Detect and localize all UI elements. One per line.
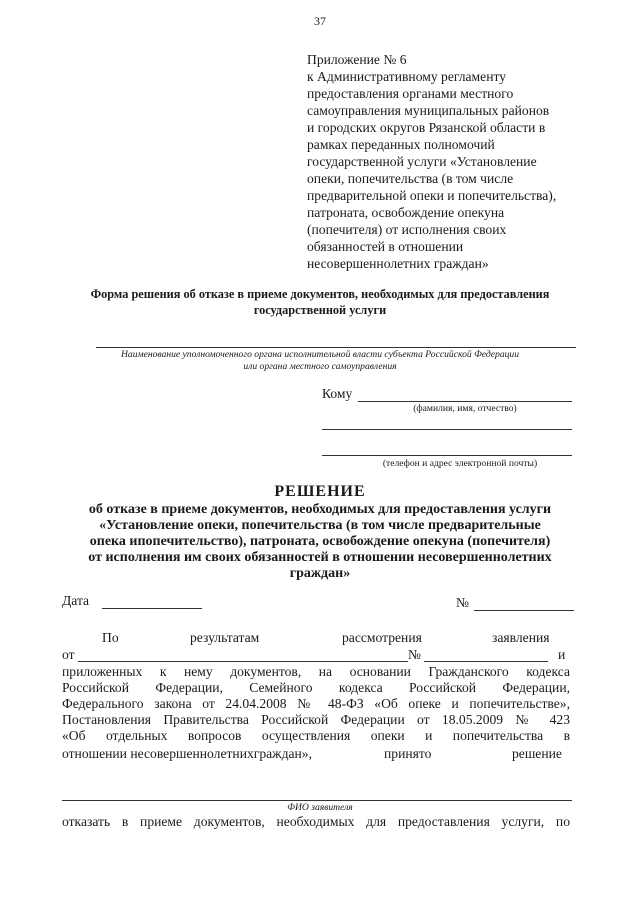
recipient-contact-caption: (телефон и адрес электронной почты) [382,458,538,469]
appendix-line: предоставления органами местного [307,86,514,101]
appendix-line: патроната, освобождение опекуна [307,205,505,220]
body-paragraph [62,664,570,744]
recipient-extra-field[interactable] [322,429,572,430]
authority-caption [60,349,580,373]
body-line: Федерального закона от 24.04.2008 № 48-ФЗ «Об опеке и попечительстве», [62,696,570,711]
appendix-line: несовершеннолетних граждан» [307,256,489,271]
authority-field-line[interactable] [96,347,576,348]
body-word: По [102,630,119,645]
form-title [40,286,600,318]
decision-subtitle-line: от исполнения им своих обязанностей в отношении несовершеннолетних [88,550,552,565]
appendix-line: и городских округов Рязанской области в [307,120,546,135]
application-number-field[interactable] [424,661,548,662]
appendix-line: предварительной опеки и попечительства), [307,188,557,203]
decision-subtitle-line: об отказе в приеме документов, необходимых для предоставления услуги [88,502,552,517]
applicant-field-line[interactable] [62,800,572,801]
body-line: Российской Федерации, Семейного кодекса Российской Федерации, [62,680,570,695]
appendix-line: опеки, попечительства (в том числе [307,171,514,186]
date-field[interactable] [102,608,202,609]
body-line: приложенных к нему документов, на основании Гражданского кодекса [62,664,570,679]
body-last-part: принято [384,746,432,761]
body-word: результатам [190,630,260,645]
body-last-part: решение [512,746,562,761]
applicant-caption: ФИО заявителя [287,802,353,813]
recipient-name-caption: (фамилия, имя, отчество) [413,403,517,414]
recipient-to-label: Кому [322,386,353,401]
application-from-label: от [62,647,75,662]
recipient-contact-field[interactable] [322,455,572,456]
decision-subtitle-line: «Установление опеки, попечительства (в том числе предварительные [99,518,541,533]
form-title-line: Форма решения об отказе в приеме документов, необходимых для предоставления [90,287,550,301]
application-from-field[interactable] [78,661,408,662]
decision-title: РЕШЕНИЕ [274,483,366,500]
appendix-line: самоуправления муниципальных районов [307,103,550,118]
appendix-header [307,51,607,272]
refusal-line: отказать в приеме документов, необходимых для предоставления услуги, по [62,814,570,829]
appendix-line: к Административному регламенту [307,69,507,84]
body-word: рассмотрения [342,630,422,645]
recipient-name-field[interactable] [358,401,572,402]
authority-caption-line: или органа местного самоуправления [243,361,397,372]
authority-caption-line: Наименование уполномоченного органа исполнительной власти субъекта Российской Федерации [120,349,520,360]
number-label: № [456,595,469,610]
appendix-line: рамках переданных полномочий [307,137,495,152]
application-number-label: № [408,647,421,662]
decision-heading [40,484,600,582]
appendix-line: государственной услуги «Установление [307,154,537,169]
form-title-line: государственной услуги [253,303,387,317]
appendix-line: Приложение № 6 [307,52,407,67]
date-label: Дата [62,593,90,608]
page-number: 37 [314,14,326,28]
appendix-line: (попечителя) от исполнения своих [307,222,507,237]
decision-subtitle-line: опека ипопечительство), патроната, освобождение опекуна (попечителя) [89,534,551,549]
decision-subtitle-line: граждан» [289,566,351,581]
application-and-label: и [558,647,566,662]
body-line: Постановления Правительства Российской Федерации от 18.05.2009 № 423 [62,712,570,727]
appendix-line: обязанностей в отношении [307,239,464,254]
body-last-part: отношении несовершеннолетнихграждан», [62,746,312,761]
body-word: заявления [492,630,550,645]
number-field[interactable] [474,610,574,611]
body-line: «Об отдельных вопросов осуществления опеки и попечительства в [62,728,570,743]
